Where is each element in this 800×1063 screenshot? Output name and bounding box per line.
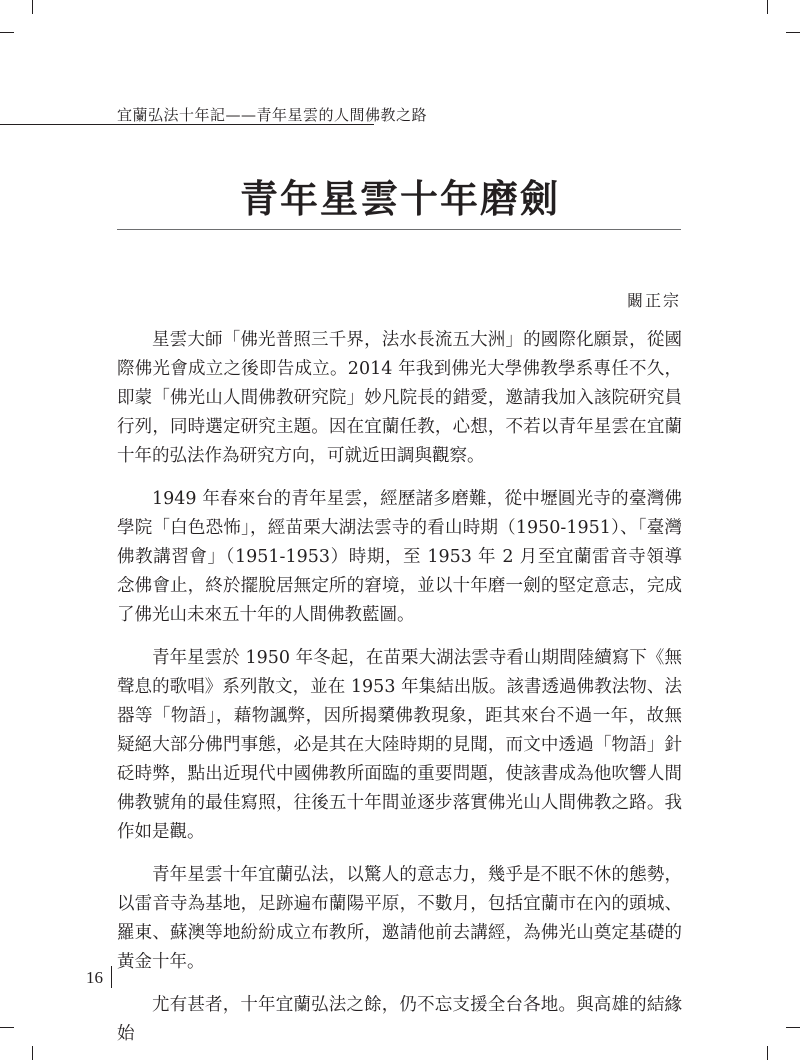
crop-mark-bottom-right	[767, 1046, 768, 1060]
crop-mark-bottom-right-h	[786, 1027, 800, 1028]
paragraph-2: 1949 年春來台的青年星雲，經歷諸多磨難，從中壢圓光寺的臺灣佛學院「白色恐怖」，經苗栗大湖法雲寺的看山時期（1950-1951）、「臺灣佛教講習會」（1951-1953）時期，至 1953 年 2 月至宜蘭雷音寺領導念佛會止，終於擺脫居無定所的窘境，並以十年磨一劍的堅定意志，完成了佛光山未來五十年的人間佛教藍圖。	[117, 489, 682, 625]
paragraph-1: 星雲大師「佛光普照三千界，法水長流五大洲」的國際化願景，從國際佛光會成立之後即告成立。2014 年我到佛光大學佛教學系專任不久，即蒙「佛光山人間佛教研究院」妙凡院長的錯愛，邀請我加入該院研究員行列，同時選定研究主題。因在宜蘭任教，心想，不若以青年星雲在宜蘭十年的弘法作為研究方向，可就近田調與觀察。	[117, 330, 682, 466]
author-name: 闞正宗	[626, 291, 681, 310]
running-head: 宜蘭弘法十年記——青年星雲的人間佛教之路	[117, 106, 428, 124]
crop-mark-top-left	[32, 0, 33, 14]
page-number: 16	[86, 968, 103, 987]
crop-mark-bottom-left-h	[0, 1027, 14, 1028]
paragraph-4: 青年星雲十年宜蘭弘法，以驚人的意志力，幾乎是不眠不休的態勢，以雷音寺為基地，足跡遍布蘭陽平原，不數月，包括宜蘭市在內的頭城、羅東、蘇澳等地紛紛成立布教所，邀請他前去講經，為佛光山奠定基礎的黃金十年。	[117, 865, 682, 972]
body-text	[117, 326, 682, 1063]
running-head-rule	[0, 124, 374, 125]
page-number-rule	[111, 966, 112, 988]
crop-mark-bottom-left	[32, 1046, 33, 1060]
crop-mark-top-right	[767, 0, 768, 14]
crop-mark-top-right-h	[786, 32, 800, 33]
title-rule	[117, 229, 681, 230]
chapter-title: 青年星雲十年磨劍	[239, 177, 560, 221]
paragraph-3: 青年星雲於 1950 年冬起，在苗栗大湖法雲寺看山期間陸續寫下《無聲息的歌唱》系列散文，並在 1953 年集結出版。該書透過佛教法物、法器等「物語」，藉物諷弊，因所揭櫫佛教現象，距其來台不過一年，故無疑絕大部分佛門事態，必是其在大陸時期的見聞，而文中透過「物語」針砭時弊，點出近現代中國佛教所面臨的重要問題，使該書成為他吹響人間佛教號角的最佳寫照，往後五十年間並逐步落實佛光山人間佛教之路。我作如是觀。	[117, 648, 682, 842]
crop-mark-top-left-h	[0, 32, 14, 33]
paragraph-5: 尤有甚者，十年宜蘭弘法之餘，仍不忘支援全台各地。與高雄的結緣始	[117, 995, 682, 1044]
